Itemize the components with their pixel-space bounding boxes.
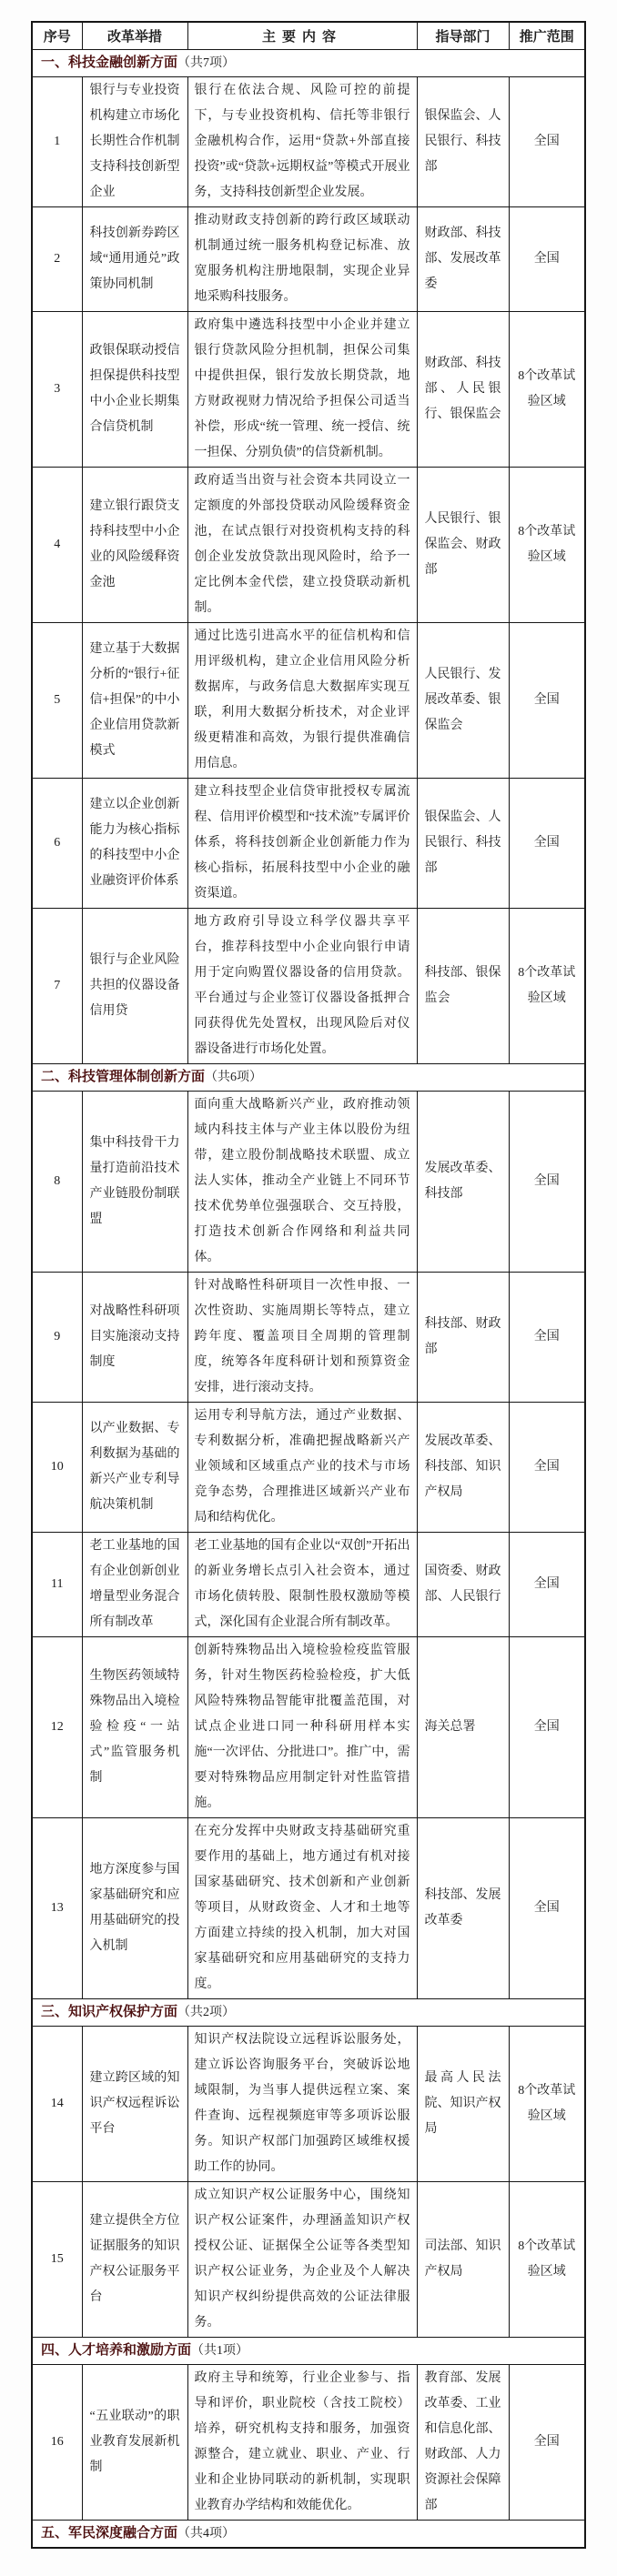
content-cell: 政府集中遴选科技型中小企业并建立银行贷款风险分担机制，担保公司集中提供担保，银行发放长期贷款，地方财政视财力情况给予担保公司适当补偿，形成“统一管理、统一授信、统一担保、分别负债”的信贷新机制。: [187, 312, 417, 468]
row-number: 10: [32, 1403, 82, 1533]
content-cell: 政府适当出资与社会资本共同设立一定额度的外部投贷联动风险缓释资金池，在试点银行对投资机构支持的科创企业发放贷款出现风险时，给予一定比例本金代偿，建立投贷联动新机制。: [187, 468, 417, 623]
dept-cell: 科技部、银保监会: [417, 909, 509, 1064]
row-number: 8: [32, 1092, 82, 1273]
row-number: 13: [32, 1818, 82, 1999]
table-row: [32, 77, 585, 207]
measure-cell: 建立跨区域的知识产权远程诉讼平台: [82, 2027, 187, 2182]
table-row: [32, 1533, 585, 1637]
measure-cell: 银行与企业风险共担的仪器设备信用贷: [82, 909, 187, 1064]
section-header-cell: [32, 2521, 585, 2549]
header-dept: 指导部门: [417, 22, 509, 50]
measure-cell: 政银保联动授信担保提供科技型中小企业长期集合信贷机制: [82, 312, 187, 468]
row-number: 9: [32, 1273, 82, 1403]
table-row: [32, 1403, 585, 1533]
dept-cell: 科技部、财政部: [417, 1273, 509, 1403]
content-cell: 老工业基地的国有企业以“双创”开拓出的新业务增长点引入社会资本，通过市场化债转股、限制性股权激励等模式，深化国有企业混合所有制改革。: [187, 1533, 417, 1637]
header-measure: 改革举措: [82, 22, 187, 50]
table-row: [32, 2182, 585, 2338]
scope-cell: 全国: [509, 1403, 585, 1533]
row-number: 7: [32, 909, 82, 1064]
section-title: 四、人才培养和激励方面: [41, 2343, 192, 2358]
table-row: [32, 312, 585, 468]
table-row: [32, 207, 585, 312]
section-title: 二、科技管理体制创新方面: [41, 1070, 206, 1084]
content-cell: 运用专利导航方法，通过产业数据、专利数据分析，准确把握战略新兴产业领域和区域重点产业的技术与市场竞争态势，合理推进区域新兴产业布局和结构优化。: [187, 1403, 417, 1533]
section-header-4: [32, 2338, 585, 2365]
header-content: 主要内容: [187, 22, 417, 50]
scope-cell: 全国: [509, 779, 585, 909]
row-number: 5: [32, 623, 82, 779]
table-row: [32, 779, 585, 909]
content-cell: 政府主导和统筹，行业企业参与、指导和评价，职业院校（含技工院校）培养，研究机构支持和服务，加强资源整合，建立就业、职业、产业、行业和企业协同联动的新机制，实现职业教育办学结构和效能优化。: [187, 2365, 417, 2521]
table-row: [32, 1273, 585, 1403]
header-no: 序号: [32, 22, 82, 50]
measure-cell: 以产业数据、专利数据为基础的新兴产业专利导航决策机制: [82, 1403, 187, 1533]
row-number: 3: [32, 312, 82, 468]
section-header-cell: [32, 2338, 585, 2365]
table-header-row: [32, 22, 585, 50]
scope-cell: 全国: [509, 1273, 585, 1403]
table-row: [32, 1637, 585, 1818]
table-row: [32, 2027, 585, 2182]
content-cell: 银行在依法合规、风险可控的前提下，与专业投资机构、信托等非银行金融机构合作，运用“贷款+外部直接投资”或“贷款+远期权益”等模式开展业务，支持科技创新型企业发展。: [187, 77, 417, 207]
scope-cell: 全国: [509, 623, 585, 779]
scope-cell: 8个改革试验区域: [509, 2027, 585, 2182]
dept-cell: 人民银行、发展改革委、银保监会: [417, 623, 509, 779]
section-header-5: [32, 2521, 585, 2549]
section-count: （共2项）: [177, 2006, 236, 2019]
measure-cell: 地方深度参与国家基础研究和应用基础研究的投入机制: [82, 1818, 187, 1999]
scope-cell: 全国: [509, 1637, 585, 1818]
measure-cell: 建立银行跟贷支持科技型中小企业的风险缓释资金池: [82, 468, 187, 623]
scope-cell: 8个改革试验区域: [509, 312, 585, 468]
content-cell: 面向重大战略新兴产业，政府推动领域内科技主体与产业主体以股份为纽带，建立股份制战略技术联盟、成立法人实体，推动全产业链上不同环节技术优势单位强强联合、交互持股，打造技术创新合作网络和利益共同体。: [187, 1092, 417, 1273]
table-row: [32, 2365, 585, 2521]
section-title: 三、知识产权保护方面: [41, 2005, 178, 2019]
dept-cell: 国资委、财政部、人民银行: [417, 1533, 509, 1637]
dept-cell: 银保监会、人民银行、科技部: [417, 779, 509, 909]
dept-cell: 司法部、知识产权局: [417, 2182, 509, 2338]
scope-cell: 8个改革试验区域: [509, 909, 585, 1064]
scope-cell: 8个改革试验区域: [509, 2182, 585, 2338]
row-number: 14: [32, 2027, 82, 2182]
section-header-1: [32, 50, 585, 77]
row-number: 12: [32, 1637, 82, 1818]
row-number: 1: [32, 77, 82, 207]
dept-cell: 发展改革委、科技部: [417, 1092, 509, 1273]
section-header-cell: [32, 1999, 585, 2027]
reform-measures-table: [31, 21, 586, 2549]
dept-cell: 人民银行、银保监会、财政部: [417, 468, 509, 623]
row-number: 4: [32, 468, 82, 623]
row-number: 2: [32, 207, 82, 312]
dept-cell: 科技部、发展改革委: [417, 1818, 509, 1999]
section-title: 五、军民深度融合方面: [41, 2526, 178, 2541]
table-row: [32, 468, 585, 623]
measure-cell: 银行与专业投资机构建立市场化长期性合作机制支持科技创新型企业: [82, 77, 187, 207]
row-number: 16: [32, 2365, 82, 2521]
content-cell: 在充分发挥中央财政支持基础研究重要作用的基础上，地方通过有机对接国家基础研究、技术创新和产业创新等项目，从财政资金、人才和土地等方面建立持续的投入机制，加大对国家基础研究和应用基础研究的支持力度。: [187, 1818, 417, 1999]
scope-cell: 全国: [509, 1092, 585, 1273]
scope-cell: 全国: [509, 77, 585, 207]
content-cell: 通过比选引进高水平的征信机构和信用评级机构，建立企业信用风险分析数据库，与政务信息大数据库实现互联，利用大数据分析技术，对企业评级更精准和高效，为银行提供准确信用信息。: [187, 623, 417, 779]
section-header-cell: [32, 50, 585, 77]
scope-cell: 全国: [509, 207, 585, 312]
measure-cell: 建立以企业创新能力为核心指标的科技型中小企业融资评价体系: [82, 779, 187, 909]
measure-cell: 老工业基地的国有企业创新创业增量型业务混合所有制改革: [82, 1533, 187, 1637]
content-cell: 成立知识产权公证服务中心，围绕知识产权公证案件，办理涵盖知识产权授权公证、证据保全公证等各类型知识产权公证业务，为企业及个人解决知识产权纠纷提供高效的公证法律服务。: [187, 2182, 417, 2338]
content-cell: 针对战略性科研项目一次性申报、一次性资助、实施周期长等特点，建立跨年度、覆盖项目全周期的管理制度，统筹各年度科研计划和预算资金安排，进行滚动支持。: [187, 1273, 417, 1403]
content-cell: 地方政府引导设立科学仪器共享平台，推荐科技型中小企业向银行申请用于定向购置仪器设备的信用贷款。平台通过与企业签订仪器设备抵押合同获得优先处置权，出现风险后对仪器设备进行市场化处置。: [187, 909, 417, 1064]
dept-cell: 教育部、发展改革委、工业和信息化部、财政部、人力资源社会保障部: [417, 2365, 509, 2521]
measure-cell: 对战略性科研项目实施滚动支持制度: [82, 1273, 187, 1403]
section-header-3: [32, 1999, 585, 2027]
dept-cell: 最高人民法院、知识产权局: [417, 2027, 509, 2182]
section-count: （共7项）: [177, 56, 236, 70]
measure-cell: 科技创新券跨区域“通用通兑”政策协同机制: [82, 207, 187, 312]
row-number: 11: [32, 1533, 82, 1637]
scope-cell: 全国: [509, 1818, 585, 1999]
dept-cell: 银保监会、人民银行、科技部: [417, 77, 509, 207]
content-cell: 推动财政支持创新的跨行政区域联动机制通过统一服务机构登记标准、放宽服务机构注册地限制，实现企业异地采购科技服务。: [187, 207, 417, 312]
scope-cell: 全国: [509, 1533, 585, 1637]
measure-cell: 集中科技骨干力量打造前沿技术产业链股份制联盟: [82, 1092, 187, 1273]
dept-cell: 发展改革委、科技部、知识产权局: [417, 1403, 509, 1533]
content-cell: 建立科技型企业信贷审批授权专属流程、信用评价模型和“技术流”专属评价体系，将科技创新企业创新能力作为核心指标，拓展科技型中小企业的融资渠道。: [187, 779, 417, 909]
row-number: 15: [32, 2182, 82, 2338]
table-row: [32, 623, 585, 779]
table-row: [32, 1092, 585, 1273]
content-cell: 知识产权法院设立远程诉讼服务处，建立诉讼咨询服务平台，突破诉讼地域限制，为当事人提供远程立案、案件查询、远程视频庭审等多项诉讼服务。知识产权部门加强跨区域维权援助工作的协同。: [187, 2027, 417, 2182]
dept-cell: 财政部、科技部、人民银行、银保监会: [417, 312, 509, 468]
section-header-cell: [32, 1064, 585, 1092]
section-count: （共1项）: [191, 2344, 249, 2358]
section-count: （共4项）: [177, 2527, 236, 2541]
table-row: [32, 909, 585, 1064]
measure-cell: 生物医药领域特殊物品出入境检验检疫“一站式”监管服务机制: [82, 1637, 187, 1818]
section-title: 一、科技金融创新方面: [41, 55, 178, 70]
measure-cell: 建立基于大数据分析的“银行+征信+担保”的中小企业信用贷款新模式: [82, 623, 187, 779]
scope-cell: 全国: [509, 2365, 585, 2521]
dept-cell: 财政部、科技部、发展改革委: [417, 207, 509, 312]
section-header-2: [32, 1064, 585, 1092]
header-scope: 推广范围: [509, 22, 585, 50]
measure-cell: “五业联动”的职业教育发展新机制: [82, 2365, 187, 2521]
table-row: [32, 1818, 585, 1999]
dept-cell: 海关总署: [417, 1637, 509, 1818]
row-number: 6: [32, 779, 82, 909]
measure-cell: 建立提供全方位证据服务的知识产权公证服务平台: [82, 2182, 187, 2338]
section-count: （共6项）: [205, 1071, 263, 1084]
content-cell: 创新特殊物品出入境检验检疫监管服务，针对生物医药检验检疫，扩大低风险特殊物品智能审批覆盖范围，对试点企业进口同一种科研用样本实施“一次评估、分批进口”。推广中，需要对特殊物品应用制定针对性监管措施。: [187, 1637, 417, 1818]
scope-cell: 8个改革试验区域: [509, 468, 585, 623]
